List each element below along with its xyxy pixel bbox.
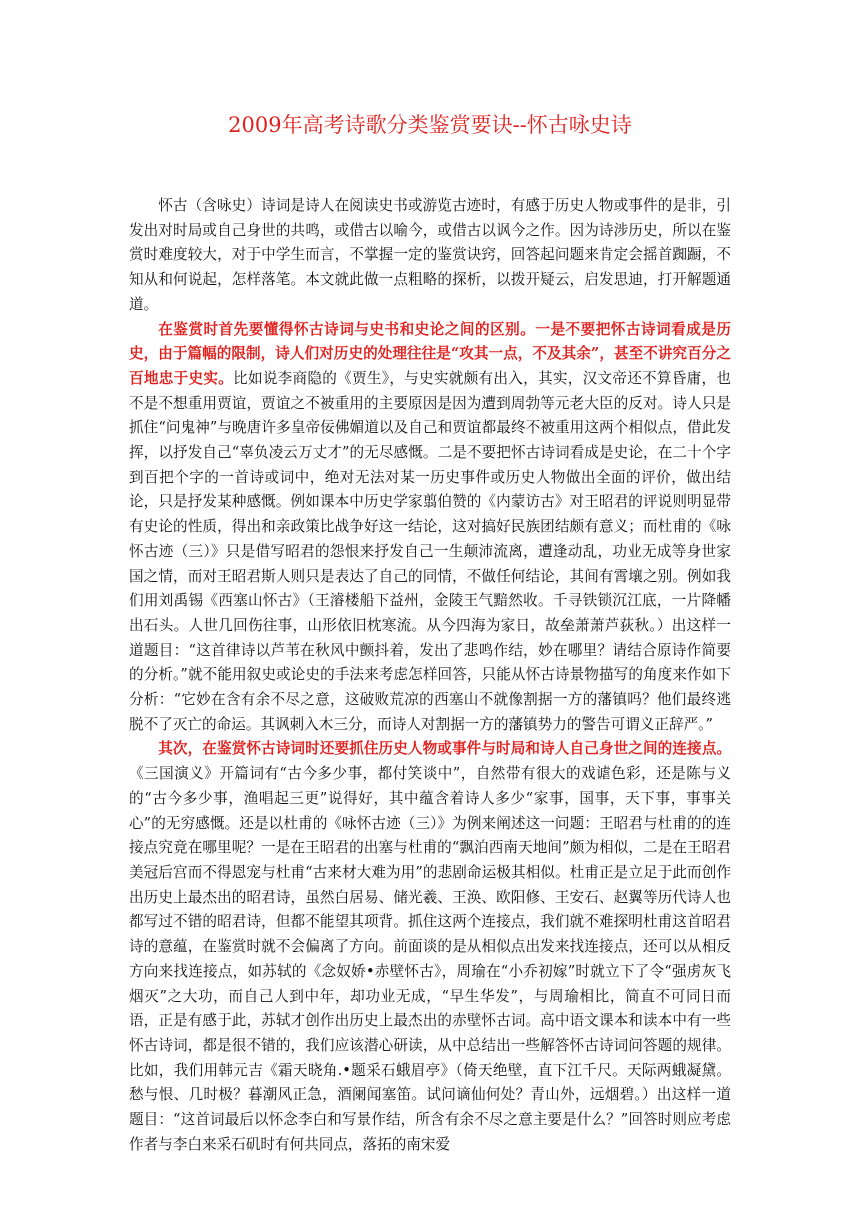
- paragraph-3: [129, 737, 731, 1157]
- paragraph-2: [129, 318, 731, 738]
- paragraph-2-text: 比如说李商隐的《贾生》，与史实就颇有出入，其实，汉文帝还不算昏庸，也不是不想重用贾谊，贾谊之不被重用的主要原因是因为遭到周勃等元老大臣的反对。诗人只是抓住“问鬼神”与晚唐许多皇帝佞佛媚道以及自己和贾谊都最终不被重用这两个相似点，借此发挥，以抒发自己“辜负凌云万丈才”的无尽感慨。二是不要把怀古诗词看成是史论，在二十个字到百把个字的一首诗或词中，绝对无法对某一历史事件或历史人物做出全面的评价，做出结论，只是抒发某种感慨。例如课本中历史学家翦伯赞的《内蒙访古》对王昭君的评说则明显带有史论的性质，得出和亲政策比战争好这一结论，这对搞好民族团结颇有意义；而杜甫的《咏怀古迹（三）》只是借写昭君的怨恨来抒发自己一生颠沛流离，遭逢动乱，功业无成等身世家国之情，而对王昭君斯人则只是表达了自己的同情，不做任何结论，其间有霄壤之别。例如我们用刘禹锡《西塞山怀古》（王濬楼船下益州，金陵王气黯然收。千寻铁锁沉江底，一片降幡出石头。人世几回伤往事，山形依旧枕寒流。从今四海为家日，故垒萧萧芦荻秋。）出这样一道题目：“这首律诗以芦苇在秋风中颤抖着，发出了悲鸣作结，妙在哪里？请结合原诗作简要的分析。”就不能用叙史或论史的手法来考虑怎样回答，只能从怀古诗景物描写的角度来作如下分析：“它妙在含有余不尽之意，这破败荒凉的西塞山不就像割据一方的藩镇吗？他们最终逃脱不了灭亡的命运。其讽刺入木三分，而诗人对割据一方的藩镇势力的警告可谓义正辞严。”: [129, 369, 731, 733]
- document-body: [129, 194, 731, 1157]
- paragraph-1-text: 怀古（含咏史）诗词是诗人在阅读史书或游览古迹时，有感于历史人物或事件的是非，引发出对时局或自己身世的共鸣，或借古以喻今，或借古以讽今之作。因为诗涉历史，所以在鉴赏时难度较大，对于中学生而言，不掌握一定的鉴赏诀窍，回答起问题来肯定会摇首踟蹰，不知从和何说起，怎样落笔。本文就此做一点粗略的探析，以拨开疑云，启发思迪，打开解题通道。: [129, 197, 731, 313]
- document-title: 2009年高考诗歌分类鉴赏要诀--怀古咏史诗: [228, 113, 632, 137]
- paragraph-2-key-point: 在鉴赏时首先要懂得怀古诗词与史书和史论之间的区别。一是不要把怀古诗词看成是历史，由于篇幅的限制，诗人们对历史的处理往往是“攻其一点，不及其余”，甚至不讲究百分之百地忠于史实。: [129, 320, 731, 387]
- paragraph-3-text: 《三国演义》开篇词有“古今多少事，都付笑谈中”，自然带有很大的戏谑色彩，还是陈与义的“古今多少事，渔唱起三更”说得好，其中蕴含着诗人多少“家事，国事，天下事，事事关心”的无穷感慨。还是以杜甫的《咏怀古迹（三）》为例来阐述这一问题：王昭君与杜甫的的连接点究竟在哪里呢？一是在王昭君的出塞与杜甫的“飘泊西南天地间”颇为相似，二是在王昭君美冠后宫而不得恩宠与杜甫“古来材大难为用”的悲剧命运极其相似。杜甫正是立足于此而创作出历史上最杰出的昭君诗，虽然白居易、储光羲、王涣、欧阳修、王安石、赵翼等历代诗人也都写过不错的昭君诗，但都不能望其项背。抓住这两个连接点，我们就不难探明杜甫这首昭君诗的意蕴，在鉴赏时就不会偏离了方向。前面谈的是从相似点出发来找连接点，还可以从相反方向来找连接点，如苏轼的《念奴娇•赤壁怀古》，周瑜在“小乔初嫁”时就立下了令“强虏灰飞烟灭”之大功，而自己人到中年，却功业无成，“早生华发”，与周瑜相比，简直不可同日而语，正是有感于此，苏轼才创作出历史上最杰出的赤壁怀古词。高中语文课本和读本中有一些怀古诗词，都是很不错的，我们应该潜心研读，从中总结出一些解答怀古诗词问答题的规律。比如，我们用韩元吉《霜天晓角.•题采石蛾眉亭》（倚天绝壁，直下江千尺。天际两蛾凝黛。愁与恨、几时极？暮潮风正急，酒阑闻塞笛。试问谪仙何处？青山外，远烟碧。）出这样一道题目：“这首词最后以怀念李白和写景作结，所含有余不尽之意主要是什么？”回答时则应考虑作者与李白来采石矶时有何共同点，落拓的南宋爱: [129, 765, 731, 1153]
- paragraph-1: [129, 194, 731, 318]
- paragraph-3-key-point: 其次，在鉴赏怀古诗词时还要抓住历史人物或事件与时局和诗人自己身世之间的连接点。: [158, 740, 731, 758]
